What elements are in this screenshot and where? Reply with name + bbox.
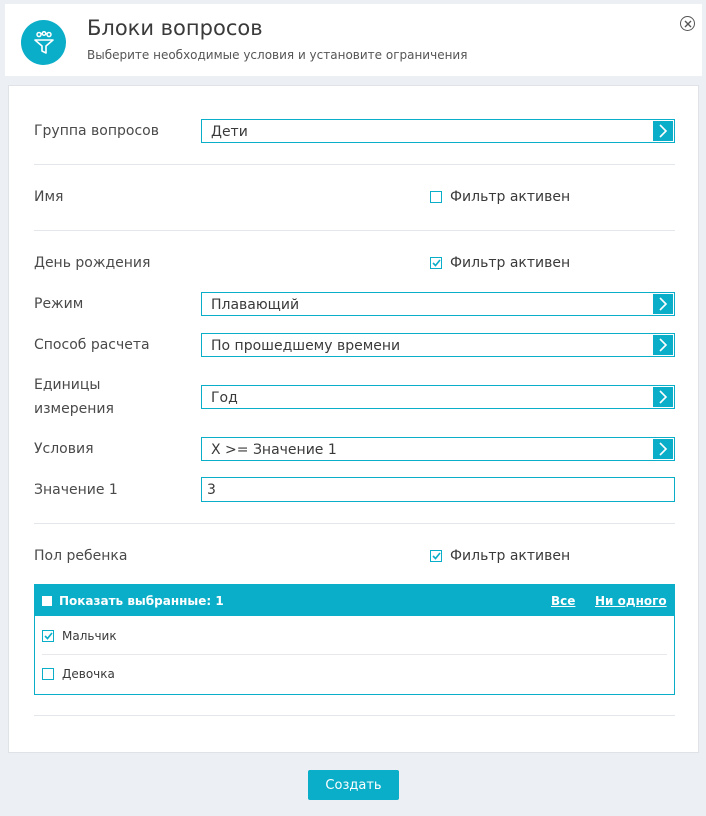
question-group-select[interactable] <box>201 119 675 143</box>
chevron-right-icon[interactable] <box>653 121 673 141</box>
divider <box>34 164 675 165</box>
conditions-value: X >= Значение 1 <box>211 442 337 458</box>
filter-icon <box>21 20 66 65</box>
gender-list <box>34 584 675 695</box>
birthday-filter-toggle[interactable] <box>430 251 570 275</box>
chevron-right-icon[interactable] <box>653 387 673 407</box>
units-select[interactable] <box>201 385 675 409</box>
list-item-label: Девочка <box>62 666 115 681</box>
close-icon[interactable] <box>680 16 695 31</box>
chevron-right-icon[interactable] <box>653 294 673 314</box>
mode-label: Режим <box>34 296 84 312</box>
child-gender-label: Пол ребенка <box>34 548 128 564</box>
girl-checkbox[interactable] <box>42 668 54 680</box>
value1-label: Значение 1 <box>34 482 118 498</box>
divider <box>34 715 675 716</box>
dialog-title: Блоки вопросов <box>87 16 263 40</box>
conditions-select[interactable] <box>201 437 675 461</box>
list-item[interactable] <box>42 617 667 654</box>
checkmark-icon <box>432 259 441 267</box>
child-gender-filter-label: Фильтр активен <box>450 548 571 564</box>
value1-input[interactable] <box>201 477 675 502</box>
calc-method-label: Способ расчета <box>34 337 150 353</box>
name-filter-toggle[interactable] <box>430 185 570 209</box>
child-gender-filter-checkbox[interactable] <box>430 550 442 562</box>
birthday-filter-checkbox[interactable] <box>430 257 442 269</box>
birthday-filter-label: Фильтр активен <box>450 255 571 271</box>
question-group-label: Группа вопросов <box>34 123 159 139</box>
dialog-subtitle: Выберите необходимые условия и установите ограничения <box>87 48 468 62</box>
units-label-line1: Единицы <box>34 377 101 393</box>
chevron-right-icon[interactable] <box>653 439 673 459</box>
list-item[interactable] <box>42 655 667 692</box>
select-all-link[interactable]: Все <box>551 594 576 608</box>
units-label-line2: измерения <box>34 401 114 417</box>
name-filter-checkbox[interactable] <box>430 191 442 203</box>
divider <box>34 523 675 524</box>
conditions-label: Условия <box>34 441 94 457</box>
name-filter-label: Фильтр активен <box>450 189 571 205</box>
select-none-link[interactable]: Ни одного <box>595 594 667 608</box>
question-group-value: Дети <box>211 124 248 140</box>
show-selected-toggle[interactable]: Показать выбранные: 1 <box>59 594 224 608</box>
checkmark-icon <box>432 552 441 560</box>
dialog-header <box>5 4 702 76</box>
select-all-checkbox[interactable] <box>42 596 52 606</box>
mode-select[interactable] <box>201 292 675 316</box>
chevron-right-icon[interactable] <box>653 335 673 355</box>
form-panel <box>8 85 699 753</box>
calc-method-select[interactable] <box>201 333 675 357</box>
units-value: Год <box>211 390 238 406</box>
birthday-label: День рождения <box>34 255 151 271</box>
list-item-label: Мальчик <box>62 628 117 643</box>
mode-value: Плавающий <box>211 297 300 313</box>
gender-list-header <box>35 585 674 616</box>
child-gender-filter-toggle[interactable] <box>430 544 570 568</box>
name-label: Имя <box>34 189 64 205</box>
boy-checkbox[interactable] <box>42 630 54 642</box>
calc-method-value: По прошедшему времени <box>211 338 401 354</box>
checkmark-icon <box>44 632 53 640</box>
divider <box>34 230 675 231</box>
create-button[interactable]: Создать <box>308 770 399 800</box>
